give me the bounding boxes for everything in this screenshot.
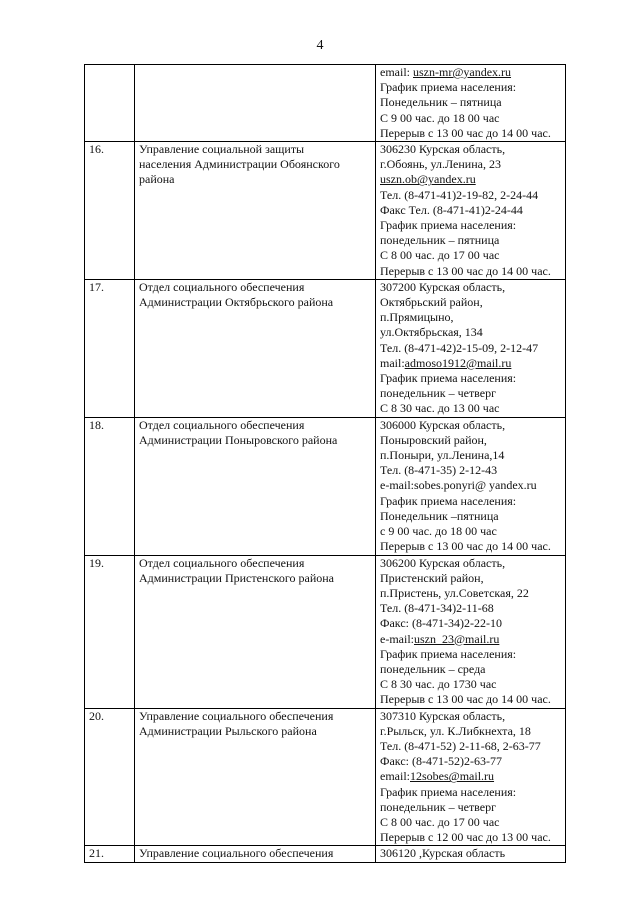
contact-line	[380, 418, 562, 433]
department-name-line: Управление социального обеспечения	[139, 846, 334, 861]
contact-text: График приема населения:	[380, 784, 517, 799]
contact-text: С 8 00 час. до 17 00 час	[380, 814, 500, 829]
contact-text: Тел. (8-471-41)2-19-82, 2-24-44	[380, 187, 539, 202]
contact-text: 307200 Курская область,	[380, 279, 506, 294]
contact-text: email:	[380, 65, 413, 79]
department-name	[135, 142, 376, 280]
contact-line	[380, 325, 562, 340]
contact-text: e-mail:	[380, 631, 414, 646]
contact-text: понедельник – четверг	[380, 799, 497, 814]
department-name	[135, 417, 376, 555]
contact-line	[380, 478, 562, 493]
contact-line	[380, 80, 562, 95]
row-number: 16.	[85, 142, 135, 280]
contact-text: Понедельник –пятница	[380, 508, 499, 523]
contact-line	[380, 172, 562, 187]
contact-text: понедельник – пятница	[380, 233, 500, 248]
contact-text: 306120 ,Курская область	[380, 846, 506, 861]
table-row	[85, 555, 566, 708]
contact-text: С 8 30 час. до 1730 час	[380, 677, 497, 692]
contact-text: С 8 00 час. до 17 00 час	[380, 248, 500, 263]
contact-line	[380, 800, 562, 815]
contact-line	[380, 371, 562, 386]
contact-line	[380, 692, 562, 707]
department-name-line: Управление социальной защиты	[139, 142, 305, 157]
department-name-line: Администрации Рыльского района	[139, 723, 317, 738]
contact-line	[380, 632, 562, 647]
department-name	[135, 65, 376, 142]
contact-line	[380, 616, 562, 631]
contact-text: п.Пристень, ул.Советская, 22	[380, 585, 529, 600]
email-link[interactable]: uszn-mr@yandex.ru	[413, 65, 512, 79]
contact-text: Факс: (8-471-52)2-63-77	[380, 754, 502, 769]
contact-line	[380, 356, 562, 371]
contact-text: 306000 Курская область,	[380, 417, 506, 432]
table-row	[85, 846, 566, 862]
contact-details	[376, 846, 566, 862]
contact-text: г.Обоянь, ул.Ленина, 23	[380, 157, 501, 172]
contact-text: ул.Октябрьская, 134	[380, 325, 483, 340]
table-row	[85, 708, 566, 846]
contact-line	[380, 280, 562, 295]
contact-line	[380, 815, 562, 830]
contact-text: График приема населения:	[380, 218, 517, 233]
contact-text: Перерыв с 12 00 час до 13 00 час.	[380, 830, 551, 845]
contact-text: Поныровский район,	[380, 432, 487, 447]
email-link[interactable]: uszn.ob@yandex.ru	[380, 172, 476, 187]
contact-text: понедельник – среда	[380, 661, 486, 676]
contact-text: С 9 00 час. до 18 00 час	[380, 110, 500, 125]
contact-line	[380, 556, 562, 571]
contact-line	[380, 203, 562, 218]
contact-line	[380, 126, 562, 141]
contact-text: Перерыв с 13 00 час до 14 00 час.	[380, 263, 551, 278]
contact-line	[380, 233, 562, 248]
contact-line	[380, 571, 562, 586]
email-link[interactable]: uszn_23@mail.ru	[413, 631, 500, 646]
contact-line	[380, 830, 562, 845]
contact-text: График приема населения:	[380, 371, 517, 386]
contact-text: 306230 Курская область,	[380, 142, 506, 157]
contact-details	[376, 708, 566, 846]
contact-line	[380, 524, 562, 539]
contact-line	[380, 601, 562, 616]
contact-line	[380, 264, 562, 279]
contact-text: Октябрьский район,	[380, 295, 483, 310]
contact-text: Факс Тел. (8-471-41)2-24-44	[380, 202, 523, 217]
contact-text: Тел. (8-471-52) 2-11-68, 2-63-77	[380, 738, 541, 753]
contact-text: Пристенский район,	[380, 570, 484, 585]
contact-text: Факс: (8-471-34)2-22-10	[380, 616, 502, 631]
row-number: 17.	[85, 279, 135, 417]
contact-line	[380, 341, 562, 356]
contact-text: Тел. (8-471-35) 2-12-43	[380, 463, 498, 478]
contact-line	[380, 95, 562, 110]
social-services-table	[84, 64, 566, 863]
department-name-line: Отдел социального обеспечения	[139, 279, 305, 294]
email-link[interactable]: admoso1912@mail.ru	[404, 355, 512, 370]
department-name-line: Администрации Поныровского района	[139, 432, 338, 447]
contact-line	[380, 677, 562, 692]
contact-details	[376, 417, 566, 555]
row-number: 20.	[85, 708, 135, 846]
table-row	[85, 142, 566, 280]
contact-line	[380, 310, 562, 325]
table-row	[85, 417, 566, 555]
contact-text: График приема населения:	[380, 80, 517, 95]
contact-line	[380, 448, 562, 463]
contact-line	[380, 157, 562, 172]
contact-details	[376, 65, 566, 142]
department-name	[135, 846, 376, 862]
contact-line	[380, 463, 562, 478]
department-name-line: района	[139, 172, 175, 187]
contact-line	[380, 111, 562, 126]
contact-line	[380, 754, 562, 769]
contact-text: С 8 30 час. до 13 00 час	[380, 401, 500, 416]
contact-line	[380, 724, 562, 739]
contact-text: Понедельник – пятница	[380, 95, 502, 110]
contact-line	[380, 386, 562, 401]
contact-text: 306200 Курская область,	[380, 555, 506, 570]
contact-line	[380, 739, 562, 754]
contact-line	[380, 142, 562, 157]
contact-line	[380, 769, 562, 784]
department-name	[135, 708, 376, 846]
contact-text: Перерыв с 13 00 час до 14 00 час.	[380, 539, 551, 554]
contact-text: mail:	[380, 355, 405, 370]
row-number: 21.	[85, 846, 135, 862]
department-name-line: населения Администрации Обоянского	[139, 157, 340, 172]
contact-text: График приема населения:	[380, 493, 517, 508]
contact-text: email:	[380, 769, 410, 784]
contact-text: 307310 Курская область,	[380, 708, 506, 723]
contact-line	[380, 218, 562, 233]
contact-text: п.Прямицыно,	[380, 310, 454, 325]
contact-line	[380, 647, 562, 662]
department-name	[135, 555, 376, 708]
department-name	[135, 279, 376, 417]
contact-text: Перерыв с 13 00 час до 14 00 час.	[380, 125, 551, 140]
contact-text: г.Рыльск, ул. К.Либкнехта, 18	[380, 723, 531, 738]
table-body	[85, 65, 566, 863]
page-number: 4	[316, 38, 324, 53]
contact-line	[380, 785, 562, 800]
contact-line	[380, 494, 562, 509]
row-number	[85, 65, 135, 142]
contact-line	[380, 662, 562, 677]
contact-line	[380, 248, 562, 263]
contact-text: Перерыв с 13 00 час до 14 00 час.	[380, 692, 551, 707]
contact-details	[376, 555, 566, 708]
contact-text: п.Поныри, ул.Ленина,14	[380, 448, 505, 463]
email-link[interactable]: 12sobes@mail.ru	[410, 769, 495, 784]
contact-text: понедельник – четверг	[380, 386, 497, 401]
contact-line	[380, 295, 562, 310]
department-name-line: Управление социального обеспечения	[139, 708, 334, 723]
contact-details	[376, 142, 566, 280]
contact-line	[380, 586, 562, 601]
contact-text: Тел. (8-471-42)2-15-09, 2-12-47	[380, 340, 539, 355]
contact-line	[380, 401, 562, 416]
contact-line	[380, 65, 562, 80]
contact-details	[376, 279, 566, 417]
contact-text: Тел. (8-471-34)2-11-68	[380, 601, 494, 616]
table-row	[85, 279, 566, 417]
row-number: 18.	[85, 417, 135, 555]
department-name-line: Администрации Пристенского района	[139, 570, 335, 585]
contact-line	[380, 433, 562, 448]
contact-line	[380, 539, 562, 554]
department-name-line: Отдел социального обеспечения	[139, 555, 305, 570]
contact-line	[380, 509, 562, 524]
row-number: 19.	[85, 555, 135, 708]
contact-line	[380, 846, 562, 861]
department-name-line: Отдел социального обеспечения	[139, 417, 305, 432]
contact-text: с 9 00 час. до 18 00 час	[380, 524, 497, 539]
table-row	[85, 65, 566, 142]
department-name-line: Администрации Октябрьского района	[139, 295, 334, 310]
contact-line	[380, 188, 562, 203]
contact-text: e-mail:sobes.ponyri@ yandex.ru	[380, 478, 537, 493]
contact-line	[380, 709, 562, 724]
contact-text: График приема населения:	[380, 646, 517, 661]
